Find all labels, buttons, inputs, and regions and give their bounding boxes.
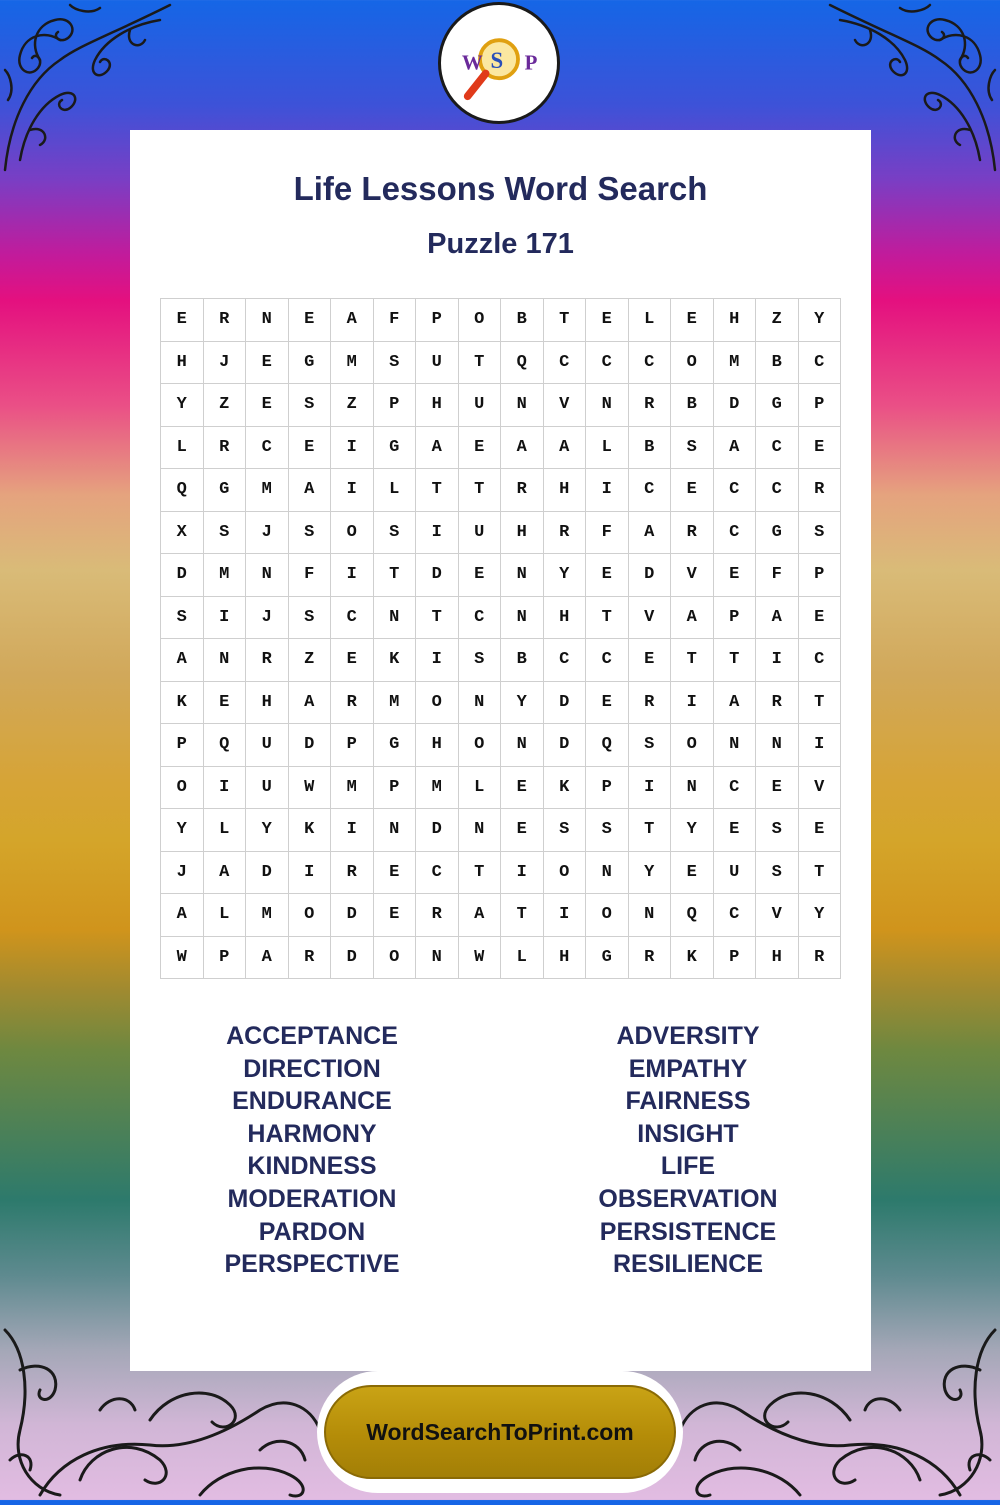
grid-cell[interactable]: R <box>629 682 672 725</box>
grid-cell[interactable]: V <box>799 767 842 810</box>
grid-cell[interactable]: M <box>204 554 247 597</box>
grid-cell[interactable]: I <box>204 597 247 640</box>
grid-cell[interactable]: B <box>501 639 544 682</box>
word-list-item: ENDURANCE <box>232 1087 392 1116</box>
grid-cell[interactable]: C <box>331 597 374 640</box>
grid-cell[interactable]: E <box>459 427 502 470</box>
grid-cell[interactable]: R <box>204 299 247 342</box>
grid-cell[interactable]: H <box>416 384 459 427</box>
word-list-item: ADVERSITY <box>616 1022 760 1050</box>
grid-cell[interactable]: A <box>161 894 204 937</box>
grid-cell[interactable]: N <box>501 384 544 427</box>
grid-cell[interactable]: N <box>459 682 502 725</box>
grid-cell[interactable]: P <box>586 767 629 810</box>
grid-cell[interactable]: L <box>586 427 629 470</box>
grid-cell[interactable]: I <box>629 767 672 810</box>
grid-cell[interactable]: Z <box>289 639 332 682</box>
grid-cell[interactable]: K <box>289 809 332 852</box>
grid-cell[interactable]: F <box>756 554 799 597</box>
grid-cell[interactable]: E <box>799 427 842 470</box>
grid-cell[interactable]: E <box>246 384 289 427</box>
grid-cell[interactable]: I <box>799 724 842 767</box>
word-list-item: EMPATHY <box>628 1054 748 1083</box>
grid-cell[interactable]: A <box>246 937 289 980</box>
word-list-item: PERSPECTIVE <box>224 1250 400 1279</box>
grid-cell[interactable]: N <box>246 299 289 342</box>
grid-cell[interactable]: O <box>416 682 459 725</box>
grid-cell[interactable]: T <box>714 639 757 682</box>
word-list-right <box>528 1020 848 1281</box>
wsp-logo <box>438 2 560 124</box>
grid-cell[interactable]: A <box>289 682 332 725</box>
grid-cell[interactable]: E <box>459 554 502 597</box>
grid-cell[interactable]: S <box>374 512 417 555</box>
grid-cell[interactable]: T <box>799 852 842 895</box>
grid-cell[interactable]: R <box>246 639 289 682</box>
grid-cell[interactable]: R <box>289 937 332 980</box>
grid-cell[interactable]: Q <box>501 342 544 385</box>
grid-cell[interactable]: G <box>204 469 247 512</box>
grid-cell[interactable]: I <box>671 682 714 725</box>
grid-cell[interactable]: W <box>289 767 332 810</box>
grid-cell[interactable]: E <box>501 767 544 810</box>
grid-cell[interactable]: L <box>501 937 544 980</box>
grid-cell[interactable]: N <box>671 767 714 810</box>
grid-cell[interactable]: S <box>374 342 417 385</box>
grid-cell[interactable]: B <box>756 342 799 385</box>
word-list-item: RESILIENCE <box>612 1250 764 1279</box>
grid-cell[interactable]: B <box>501 299 544 342</box>
grid-cell[interactable]: S <box>799 512 842 555</box>
word-list-item: INSIGHT <box>637 1119 739 1148</box>
grid-cell[interactable]: G <box>374 427 417 470</box>
grid-cell[interactable]: I <box>331 469 374 512</box>
grid-cell[interactable]: C <box>586 639 629 682</box>
grid-cell[interactable]: D <box>331 937 374 980</box>
grid-cell[interactable]: T <box>459 342 502 385</box>
grid-cell[interactable]: E <box>586 299 629 342</box>
grid-cell[interactable]: H <box>714 299 757 342</box>
grid-cell[interactable]: M <box>331 767 374 810</box>
grid-cell[interactable]: E <box>586 554 629 597</box>
grid-cell[interactable]: G <box>756 384 799 427</box>
grid-cell[interactable]: O <box>586 894 629 937</box>
puzzle-number: Puzzle 171 <box>427 228 574 260</box>
grid-cell[interactable]: U <box>416 342 459 385</box>
grid-cell[interactable]: R <box>204 427 247 470</box>
grid-cell[interactable]: D <box>161 554 204 597</box>
grid-cell[interactable]: M <box>246 894 289 937</box>
word-list-item: FAIRNESS <box>625 1087 751 1116</box>
grid-cell[interactable]: Y <box>544 554 587 597</box>
word-list-item: PARDON <box>258 1217 366 1246</box>
grid-cell[interactable]: R <box>501 469 544 512</box>
grid-cell[interactable]: A <box>756 597 799 640</box>
grid-cell[interactable]: E <box>671 852 714 895</box>
letter-grid <box>160 298 841 979</box>
grid-cell[interactable]: C <box>459 597 502 640</box>
grid-cell[interactable]: P <box>799 554 842 597</box>
grid-cell[interactable]: Y <box>161 809 204 852</box>
grid-cell[interactable]: Y <box>799 894 842 937</box>
word-list-item: MODERATION <box>227 1184 397 1213</box>
grid-cell[interactable]: N <box>246 554 289 597</box>
grid-cell[interactable]: M <box>331 342 374 385</box>
grid-cell[interactable]: H <box>544 597 587 640</box>
grid-cell[interactable]: C <box>756 427 799 470</box>
grid-cell[interactable]: E <box>671 469 714 512</box>
site-banner <box>317 1371 683 1493</box>
grid-cell[interactable]: N <box>416 937 459 980</box>
grid-cell[interactable]: H <box>544 469 587 512</box>
grid-cell[interactable]: F <box>374 299 417 342</box>
grid-cell[interactable]: R <box>756 682 799 725</box>
page-title: Life Lessons Word Search <box>293 170 708 207</box>
grid-cell[interactable]: A <box>501 427 544 470</box>
grid-cell[interactable]: C <box>629 342 672 385</box>
grid-cell[interactable]: O <box>374 937 417 980</box>
grid-cell[interactable]: H <box>246 682 289 725</box>
grid-cell[interactable]: M <box>246 469 289 512</box>
grid-cell[interactable]: I <box>416 512 459 555</box>
grid-cell[interactable]: T <box>586 597 629 640</box>
grid-cell[interactable]: N <box>501 554 544 597</box>
grid-cell[interactable]: E <box>586 682 629 725</box>
grid-cell[interactable]: H <box>756 937 799 980</box>
grid-cell[interactable]: N <box>756 724 799 767</box>
grid-cell[interactable]: R <box>544 512 587 555</box>
word-list-item: DIRECTION <box>243 1054 381 1083</box>
grid-cell[interactable]: K <box>374 639 417 682</box>
grid-cell[interactable]: T <box>501 894 544 937</box>
grid-cell[interactable]: R <box>331 682 374 725</box>
grid-cell[interactable]: P <box>416 299 459 342</box>
grid-cell[interactable]: S <box>459 639 502 682</box>
word-list-item: HARMONY <box>247 1119 377 1148</box>
grid-cell[interactable]: M <box>714 342 757 385</box>
puzzle-card <box>130 130 871 1371</box>
grid-cell[interactable]: I <box>586 469 629 512</box>
grid-cell[interactable]: P <box>374 767 417 810</box>
grid-cell[interactable]: T <box>544 299 587 342</box>
grid-cell[interactable]: T <box>416 469 459 512</box>
grid-cell[interactable]: S <box>756 852 799 895</box>
grid-cell[interactable]: O <box>161 767 204 810</box>
grid-cell[interactable]: Y <box>671 809 714 852</box>
grid-cell[interactable]: W <box>459 937 502 980</box>
grid-cell[interactable]: L <box>204 809 247 852</box>
grid-cell[interactable]: S <box>204 512 247 555</box>
grid-cell[interactable]: C <box>586 342 629 385</box>
grid-cell[interactable]: E <box>799 809 842 852</box>
grid-cell[interactable]: Z <box>756 299 799 342</box>
grid-cell[interactable]: R <box>331 852 374 895</box>
grid-cell[interactable]: E <box>501 809 544 852</box>
grid-cell[interactable]: N <box>501 597 544 640</box>
grid-cell[interactable]: D <box>416 554 459 597</box>
grid-cell[interactable]: T <box>629 809 672 852</box>
grid-cell[interactable]: E <box>629 639 672 682</box>
grid-cell[interactable]: D <box>331 894 374 937</box>
grid-cell[interactable]: L <box>204 894 247 937</box>
grid-cell[interactable]: E <box>671 299 714 342</box>
grid-cell[interactable]: G <box>289 342 332 385</box>
grid-cell[interactable]: S <box>671 427 714 470</box>
grid-cell[interactable]: D <box>416 809 459 852</box>
logo-letter-w: W <box>461 50 483 75</box>
grid-cell[interactable]: N <box>374 809 417 852</box>
grid-cell[interactable]: I <box>331 427 374 470</box>
grid-cell[interactable]: C <box>799 342 842 385</box>
grid-cell[interactable]: D <box>246 852 289 895</box>
grid-cell[interactable]: C <box>714 469 757 512</box>
grid-cell[interactable]: C <box>544 342 587 385</box>
grid-cell[interactable]: H <box>161 342 204 385</box>
logo-letter-p: P <box>524 50 538 75</box>
grid-cell[interactable]: A <box>459 894 502 937</box>
grid-cell[interactable]: E <box>714 554 757 597</box>
grid-cell[interactable]: A <box>161 639 204 682</box>
grid-cell[interactable]: C <box>756 469 799 512</box>
grid-cell[interactable]: A <box>671 597 714 640</box>
grid-cell[interactable]: Q <box>161 469 204 512</box>
grid-cell[interactable]: T <box>671 639 714 682</box>
grid-cell[interactable]: B <box>671 384 714 427</box>
grid-cell[interactable]: Q <box>586 724 629 767</box>
word-list-item: ACCEPTANCE <box>226 1022 398 1050</box>
grid-cell[interactable]: C <box>544 639 587 682</box>
grid-cell[interactable]: R <box>416 894 459 937</box>
word-list-item: OBSERVATION <box>598 1184 778 1213</box>
grid-cell[interactable]: I <box>204 767 247 810</box>
grid-cell[interactable]: D <box>714 384 757 427</box>
grid-cell[interactable]: L <box>629 299 672 342</box>
grid-cell[interactable]: N <box>459 809 502 852</box>
grid-cell[interactable]: N <box>586 852 629 895</box>
grid-cell[interactable]: N <box>714 724 757 767</box>
grid-cell[interactable]: E <box>289 299 332 342</box>
grid-cell[interactable]: M <box>416 767 459 810</box>
grid-cell[interactable]: O <box>459 299 502 342</box>
grid-cell[interactable]: Q <box>671 894 714 937</box>
grid-cell[interactable]: A <box>544 427 587 470</box>
grid-cell[interactable]: G <box>374 724 417 767</box>
grid-cell[interactable]: C <box>246 427 289 470</box>
grid-cell[interactable]: U <box>714 852 757 895</box>
grid-cell[interactable]: Y <box>629 852 672 895</box>
word-list-item: PERSISTENCE <box>599 1217 777 1246</box>
grid-cell[interactable]: H <box>416 724 459 767</box>
grid-cell[interactable]: N <box>204 639 247 682</box>
grid-cell[interactable]: J <box>246 512 289 555</box>
grid-cell[interactable]: J <box>204 342 247 385</box>
word-list-item: LIFE <box>660 1152 716 1181</box>
grid-cell[interactable]: D <box>544 682 587 725</box>
grid-cell[interactable]: O <box>459 724 502 767</box>
grid-cell[interactable]: O <box>331 512 374 555</box>
grid-cell[interactable]: I <box>289 852 332 895</box>
grid-cell[interactable]: S <box>586 809 629 852</box>
grid-cell[interactable]: W <box>161 937 204 980</box>
grid-cell[interactable]: L <box>161 427 204 470</box>
grid-cell[interactable]: Y <box>501 682 544 725</box>
grid-cell[interactable]: N <box>501 724 544 767</box>
grid-cell[interactable]: X <box>161 512 204 555</box>
grid-cell[interactable]: C <box>714 767 757 810</box>
grid-cell[interactable]: S <box>289 512 332 555</box>
grid-cell[interactable]: I <box>331 809 374 852</box>
grid-cell[interactable]: U <box>459 512 502 555</box>
grid-cell[interactable]: Y <box>246 809 289 852</box>
grid-cell[interactable]: T <box>459 852 502 895</box>
grid-cell[interactable]: E <box>246 342 289 385</box>
grid-cell[interactable]: C <box>714 512 757 555</box>
grid-cell[interactable]: O <box>544 852 587 895</box>
grid-cell[interactable]: G <box>756 512 799 555</box>
grid-cell[interactable]: U <box>246 724 289 767</box>
grid-cell[interactable]: K <box>671 937 714 980</box>
grid-cell[interactable]: A <box>416 427 459 470</box>
grid-cell[interactable]: E <box>714 809 757 852</box>
grid-cell[interactable]: I <box>416 639 459 682</box>
grid-cell[interactable]: A <box>629 512 672 555</box>
grid-cell[interactable]: D <box>289 724 332 767</box>
grid-cell[interactable]: A <box>289 469 332 512</box>
grid-cell[interactable]: C <box>629 469 672 512</box>
grid-cell[interactable]: V <box>756 894 799 937</box>
grid-cell[interactable]: P <box>161 724 204 767</box>
grid-cell[interactable]: T <box>459 469 502 512</box>
grid-cell[interactable]: G <box>586 937 629 980</box>
grid-cell[interactable]: S <box>161 597 204 640</box>
grid-cell[interactable]: A <box>204 852 247 895</box>
grid-cell[interactable]: L <box>374 469 417 512</box>
grid-cell[interactable]: L <box>459 767 502 810</box>
word-list-left <box>152 1020 472 1281</box>
grid-cell[interactable]: N <box>374 597 417 640</box>
grid-cell[interactable]: R <box>629 937 672 980</box>
grid-cell[interactable]: T <box>416 597 459 640</box>
grid-cell[interactable]: O <box>671 724 714 767</box>
grid-cell[interactable]: S <box>544 809 587 852</box>
grid-cell[interactable]: E <box>374 894 417 937</box>
grid-cell[interactable]: I <box>544 894 587 937</box>
grid-cell[interactable]: A <box>331 299 374 342</box>
grid-cell[interactable]: P <box>799 384 842 427</box>
grid-cell[interactable]: D <box>629 554 672 597</box>
grid-cell[interactable]: R <box>671 512 714 555</box>
grid-cell[interactable]: S <box>289 597 332 640</box>
grid-cell[interactable]: E <box>756 767 799 810</box>
grid-cell[interactable]: P <box>204 937 247 980</box>
grid-cell[interactable]: O <box>289 894 332 937</box>
grid-cell[interactable]: S <box>629 724 672 767</box>
grid-cell[interactable]: V <box>629 597 672 640</box>
grid-cell[interactable]: E <box>289 427 332 470</box>
grid-cell[interactable]: E <box>799 597 842 640</box>
grid-cell[interactable]: V <box>671 554 714 597</box>
grid-cell[interactable]: K <box>161 682 204 725</box>
grid-cell[interactable]: F <box>289 554 332 597</box>
grid-cell[interactable]: V <box>544 384 587 427</box>
grid-cell[interactable]: E <box>161 299 204 342</box>
grid-cell[interactable]: K <box>544 767 587 810</box>
grid-cell[interactable]: R <box>629 384 672 427</box>
grid-cell[interactable]: I <box>756 639 799 682</box>
grid-cell[interactable]: E <box>331 639 374 682</box>
grid-cell[interactable]: B <box>629 427 672 470</box>
grid-cell[interactable]: F <box>586 512 629 555</box>
grid-cell[interactable]: Y <box>799 299 842 342</box>
grid-cell[interactable]: E <box>204 682 247 725</box>
grid-cell[interactable]: J <box>246 597 289 640</box>
grid-cell[interactable]: H <box>544 937 587 980</box>
grid-cell[interactable]: D <box>544 724 587 767</box>
grid-cell[interactable]: I <box>501 852 544 895</box>
grid-cell[interactable]: P <box>331 724 374 767</box>
grid-cell[interactable]: M <box>374 682 417 725</box>
grid-cell[interactable]: Z <box>204 384 247 427</box>
grid-cell[interactable]: U <box>459 384 502 427</box>
grid-cell[interactable]: A <box>714 682 757 725</box>
grid-cell[interactable]: C <box>799 639 842 682</box>
grid-cell[interactable]: P <box>714 597 757 640</box>
grid-cell[interactable]: Q <box>204 724 247 767</box>
grid-cell[interactable]: P <box>374 384 417 427</box>
grid-cell[interactable]: Z <box>331 384 374 427</box>
grid-cell[interactable]: A <box>714 427 757 470</box>
grid-cell[interactable]: P <box>714 937 757 980</box>
grid-cell[interactable]: I <box>331 554 374 597</box>
grid-cell[interactable]: R <box>799 469 842 512</box>
grid-cell[interactable]: T <box>799 682 842 725</box>
grid-cell[interactable]: S <box>289 384 332 427</box>
grid-cell[interactable]: T <box>374 554 417 597</box>
grid-cell[interactable]: H <box>501 512 544 555</box>
grid-cell[interactable]: U <box>246 767 289 810</box>
grid-cell[interactable]: N <box>586 384 629 427</box>
grid-cell[interactable]: E <box>374 852 417 895</box>
grid-cell[interactable]: C <box>416 852 459 895</box>
logo-letter-s: S <box>490 47 504 73</box>
grid-cell[interactable]: S <box>756 809 799 852</box>
grid-cell[interactable]: Y <box>161 384 204 427</box>
word-list-item: KINDNESS <box>247 1152 377 1181</box>
grid-cell[interactable]: J <box>161 852 204 895</box>
grid-cell[interactable]: O <box>671 342 714 385</box>
grid-cell[interactable]: N <box>629 894 672 937</box>
grid-cell[interactable]: C <box>714 894 757 937</box>
grid-cell[interactable]: R <box>799 937 842 980</box>
website-button[interactable]: WordSearchToPrint.com <box>324 1385 676 1479</box>
